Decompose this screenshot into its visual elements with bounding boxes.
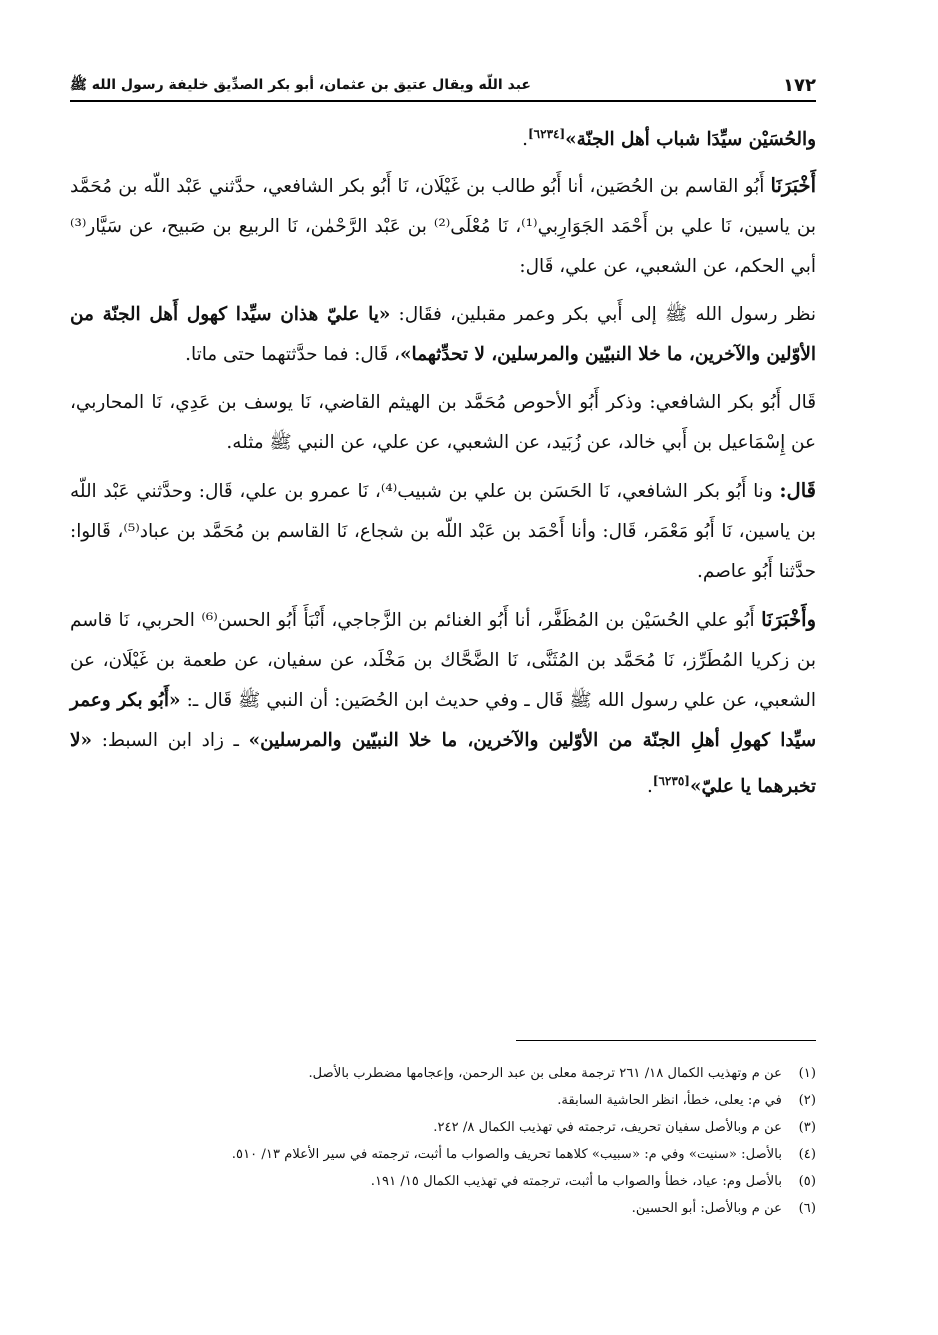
paragraph-text: أَبُو القاسم بن الحُصَين، أنا أَبُو طالب بن غَيْلَان، نَا أَبُو بكر الشافعي، حدَّثني عَبْد اللّه بن مُحَمَّد بن ياسين، نَا علي بن أَحْمَد الجَوَارِبي⁽¹⁾، نَا مُعْلَى⁽²⁾ بن عَبْد الرَّحْمٰن، نَا الربيع بن صَبيح، عن سَيَّار⁽³⁾ أبي الحكم، عن الشعبي، عن علي، قَال: [70,176,816,278]
paragraph: والحُسَيْن سيِّدَا شباب أهل الجنّة»[٦٢٣٤]. [522,127,816,151]
footnote-number: (٥) [798,1174,816,1189]
footnote-number: (٦) [798,1201,816,1216]
isnad-lead: أَخْبَرَنَا [770,174,816,198]
paragraph-text: أَبُو علي الحُسَيْن بن المُظَفَّر، أنا أَبُو الغنائم بن الزَّجاجي، أَنْبَأَ أَبُو الحسن⁽⁶⁾ الحربي، نَا قاسم بن زكريا المُطَرِّز، نَا مُحَمَّد بن المُثَنَّى، نَا الضَّحَّاك بن مَخْلَد، عن سفيان، عن طعمة بن غَيْلَان، عن الشعبي، عن علي رسول الله ﷺ قَال ـ وفي حديث ابن الحُصَين: أن النبي ﷺ قَال ـ: [70,610,816,712]
footnote-item [70,1195,816,1222]
running-head: عبد اللّه ويقال عتيق بن عثمان، أبو بكر الصدِّيق خليفة رسول الله ﷺ [70,77,531,93]
paragraph-text: ـ زاد ابن السبط: [91,730,249,752]
footnote-text: بالأصل: «سنيت» وفي م: «سبيب» كلاهما تحريف والصواب ما أثبت، ترجمته في سير الأعلام ١٣/ ٥١٠. [231,1147,782,1162]
page-number: ١٧٢ [783,75,816,96]
footnotes [70,1060,816,1222]
paragraph-text: . [646,776,653,798]
main-text [70,114,816,807]
book-page [70,58,816,1308]
footnote-item [70,1060,816,1087]
footnote-item [70,1114,816,1141]
quote-end: والحُسَيْن سيِّدَا شباب أهل الجنّة» [565,129,816,151]
footnote-number: (١) [798,1066,816,1081]
paragraph [70,166,816,287]
footnote-text: عن م وتهذيب الكمال ١٨/ ٢٦١ ترجمة معلى بن عبد الرحمن، وإعجامها مضطرب بالأصل. [308,1066,782,1081]
paragraph [70,383,816,463]
paragraph [70,471,816,592]
paragraph [70,600,816,807]
page-header [70,58,816,102]
footnote-number: (٢) [798,1093,816,1108]
footnote-text: عن م وبالأصل سفيان تحريف، ترجمته في تهذيب الكمال ٨/ ٢٤٢. [433,1120,782,1135]
paragraph [70,295,816,375]
paragraph-text: نظر رسول الله ﷺ إلى أَبي بكر وعمر مقبلين، فقَال: [390,304,816,326]
footnote-divider [516,1040,816,1041]
hadith-quote: «لا تخبرهما يا عليّ» [70,730,816,798]
hadith-quote: «أَبُو بكر وعمر سيِّدا كهولِ أهلِ الجنّة من الأوّلين والآخرين، ما خلا النبيّين والمرسلين» [70,690,816,752]
footnote-text: عن م وبالأصل: أبو الحسين. [631,1201,782,1216]
paragraph-text: قَال أَبُو بكر الشافعي: وذكر أَبُو الأحوص مُحَمَّد بن الهيثم القاضي، نَا يوسف بن عَدِي، نَا المحاربي، عن إِسْمَاعيل بن أَبي خالد، عن زُبَيد، عن الشعبي، عن علي، عن النبي ﷺ مثله. [70,392,816,454]
footnote-number: (٤) [798,1147,816,1162]
paragraph-text: ونا أَبُو بكر الشافعي، نَا الحَسَن بن علي بن شبيب⁽⁴⁾، نَا عمرو بن علي، قَال: وحدَّثني عَبْد اللّه بن ياسين، نَا أَبُو مَعْمَر، قَال: وأنا أَحْمَد بن عَبْد اللّه بن شجاع، نَا القاسم بن مُحَمَّد بن عباد⁽⁵⁾، قَالوا: حدَّثنا أَبُو عاصم. [70,481,816,583]
hadith-reference: [٦٢٣٥] [652,774,690,789]
isnad-lead: وأَخْبَرَنَا [761,608,816,632]
hadith-reference: [٦٢٣٤] [527,127,566,141]
footnote-item [70,1168,816,1195]
footnote-item [70,1087,816,1114]
hadith-quote: «يا عليّ هذان سيِّدا كهول أَهل الجنّة من الأوّلين والآخرين، ما خلا النبيّين والمرسلين، لا تحدِّثهما» [70,304,816,366]
footnote-item [70,1141,816,1168]
isnad-lead: قَال: [779,479,816,503]
footnote-text: بالأصل وم: عياد، خطأ والصواب ما أثبت، ترجمته في تهذيب الكمال ١٥/ ١٩١. [370,1174,782,1189]
paragraph-text: ، قَال: فما حدَّثتهما حتى ماتا. [185,344,400,366]
footnote-number: (٣) [798,1120,816,1135]
footnote-text: في م: يعلى، خطأ، انظر الحاشية السابقة. [557,1093,782,1108]
